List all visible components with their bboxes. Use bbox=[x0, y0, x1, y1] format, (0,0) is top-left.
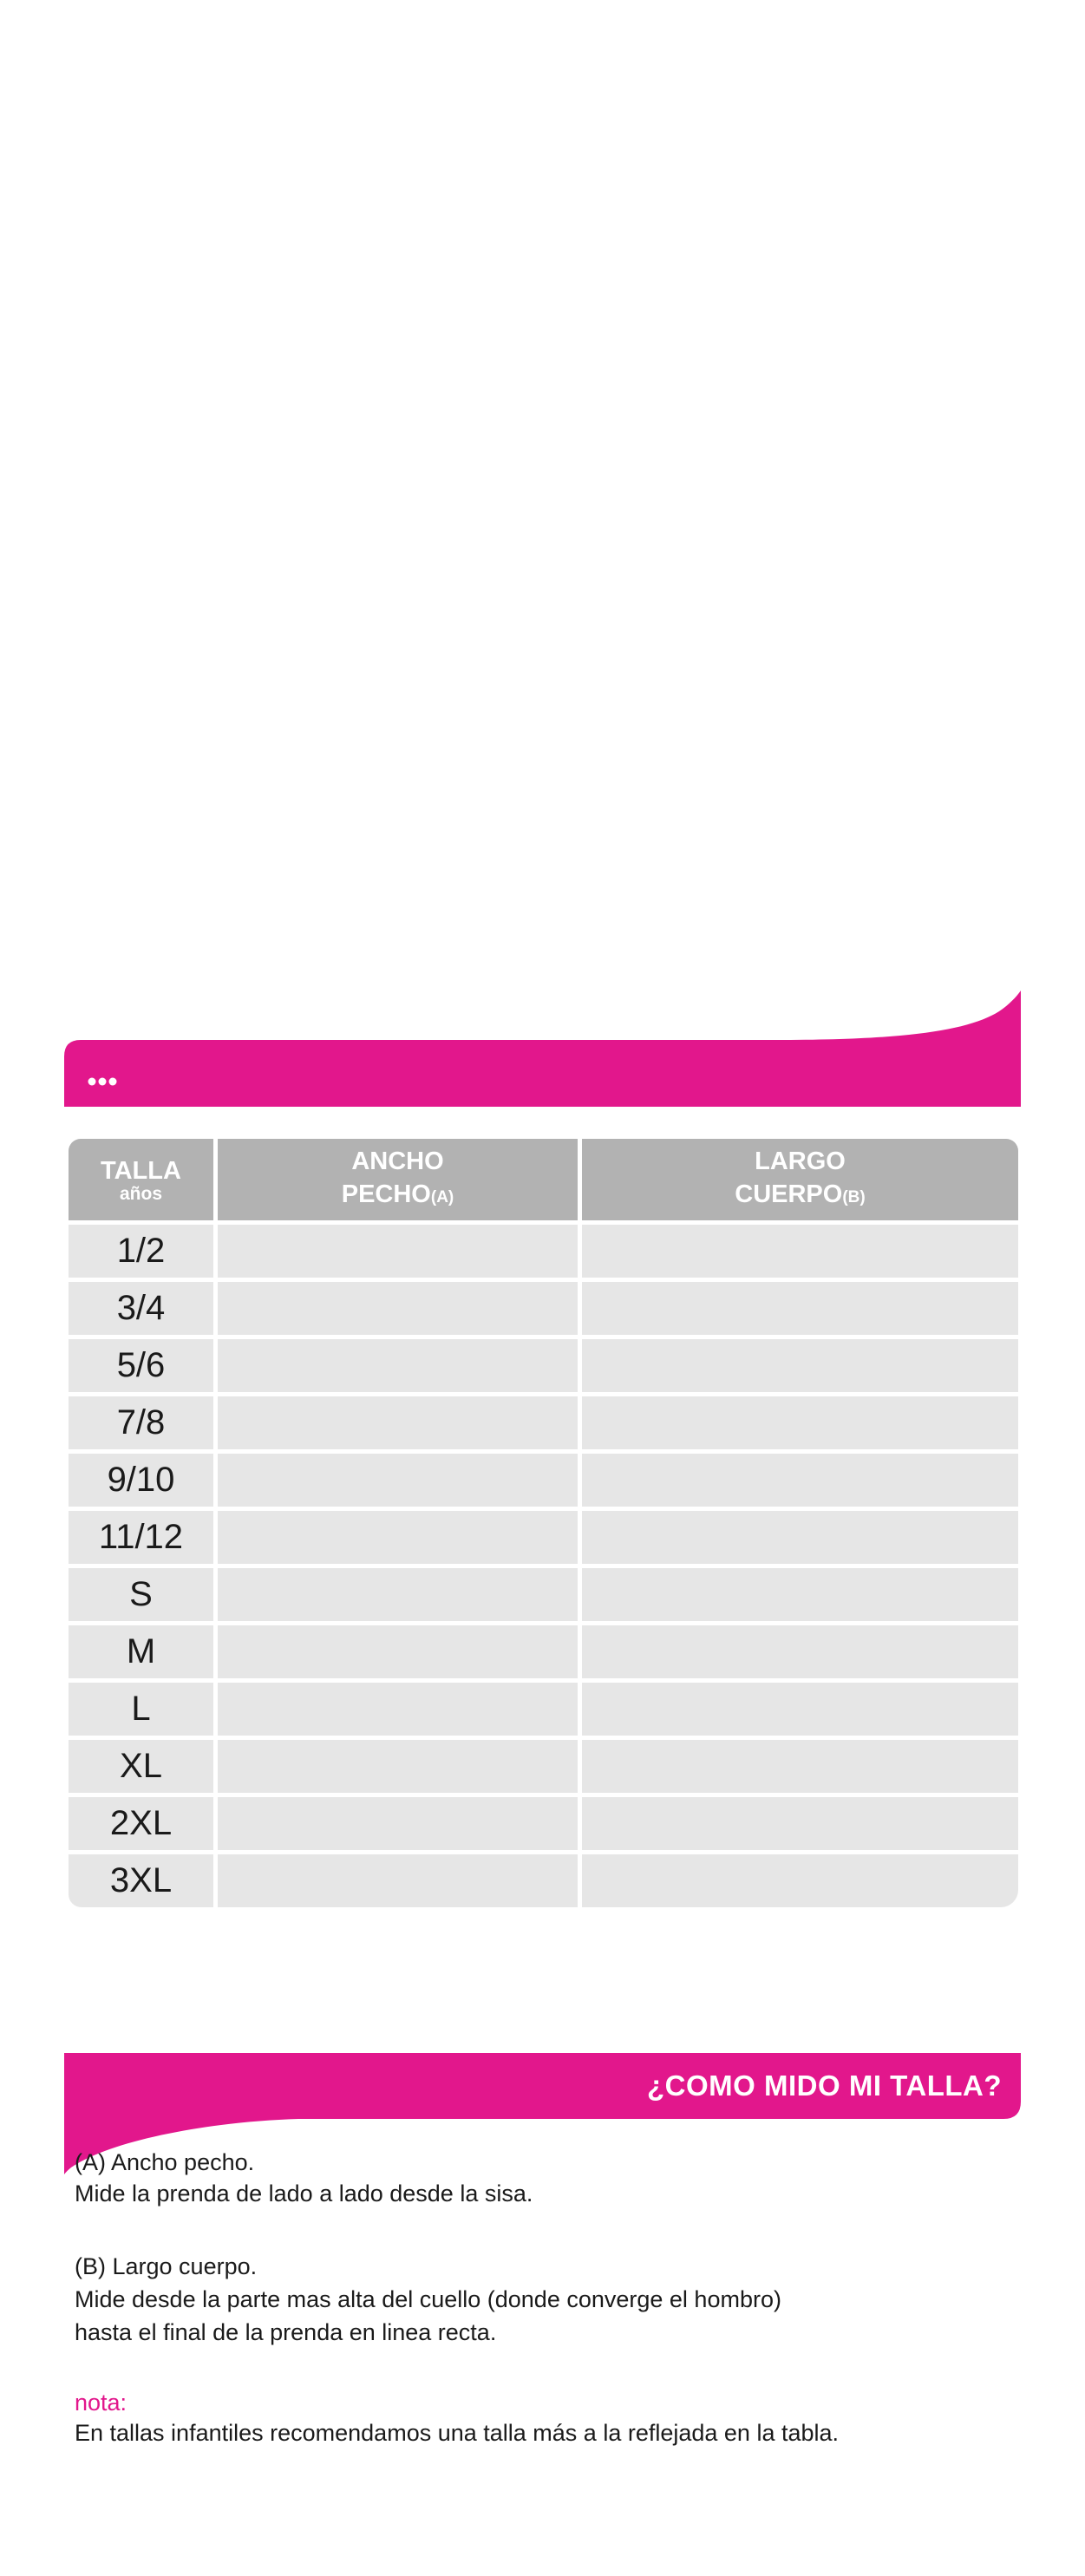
header-ancho-line2 bbox=[342, 1178, 454, 1214]
note-label: nota: bbox=[75, 2390, 127, 2416]
header-ancho-ref: (A) bbox=[430, 1188, 454, 1206]
ancho-pecho-cell bbox=[218, 1740, 578, 1793]
section-b-line1: Mide desde la parte mas alta del cuello (donde converge el hombro) bbox=[75, 2286, 781, 2312]
largo-cuerpo-cell bbox=[582, 1797, 1018, 1850]
header-largo-line1: LARGO bbox=[755, 1147, 846, 1175]
header-talla-subtitle: años bbox=[119, 1184, 162, 1204]
top-banner-swoosh bbox=[64, 991, 1021, 1107]
ancho-pecho-cell bbox=[218, 1225, 578, 1278]
header-largo-cuerpo bbox=[582, 1139, 1018, 1220]
ancho-pecho-cell bbox=[218, 1454, 578, 1507]
section-a-heading: (A) Ancho pecho. bbox=[75, 2149, 255, 2175]
size-label-cell: 1/2 bbox=[69, 1225, 213, 1278]
size-table bbox=[69, 1139, 1018, 1907]
section-b-heading: (B) Largo cuerpo. bbox=[75, 2253, 258, 2279]
ancho-pecho-cell bbox=[218, 1797, 578, 1850]
size-label-cell: 3XL bbox=[69, 1854, 213, 1907]
section-ancho-pecho bbox=[75, 2147, 533, 2209]
section-b-line2: hasta el final de la prenda en linea recta. bbox=[75, 2319, 497, 2345]
header-talla bbox=[69, 1139, 213, 1220]
header-talla-title: TALLA bbox=[101, 1157, 181, 1185]
question-banner-title: ¿COMO MIDO MI TALLA? bbox=[647, 2069, 1002, 2102]
header-largo-line2 bbox=[735, 1178, 865, 1214]
ancho-pecho-cell bbox=[218, 1683, 578, 1736]
size-label-cell: M bbox=[69, 1625, 213, 1678]
ancho-pecho-cell bbox=[218, 1339, 578, 1392]
header-ancho-pecho bbox=[218, 1139, 578, 1220]
size-label-cell: 2XL bbox=[69, 1797, 213, 1850]
largo-cuerpo-cell bbox=[582, 1282, 1018, 1335]
section-largo-cuerpo bbox=[75, 2250, 781, 2349]
largo-cuerpo-cell bbox=[582, 1568, 1018, 1621]
header-ancho-word: PECHO bbox=[341, 1180, 431, 1208]
ellipsis-icon bbox=[88, 1078, 117, 1086]
ancho-pecho-cell bbox=[218, 1396, 578, 1449]
size-label-cell: XL bbox=[69, 1740, 213, 1793]
largo-cuerpo-cell bbox=[582, 1339, 1018, 1392]
largo-cuerpo-cell bbox=[582, 1454, 1018, 1507]
largo-cuerpo-cell bbox=[582, 1225, 1018, 1278]
ancho-pecho-cell bbox=[218, 1568, 578, 1621]
top-banner-shape bbox=[64, 991, 1021, 1107]
header-largo-word: CUERPO bbox=[735, 1180, 843, 1208]
size-label-cell: 5/6 bbox=[69, 1339, 213, 1392]
section-a-line: Mide la prenda de lado a lado desde la sisa. bbox=[75, 2180, 533, 2207]
ancho-pecho-cell bbox=[218, 1282, 578, 1335]
ancho-pecho-cell bbox=[218, 1511, 578, 1564]
size-label-cell: 7/8 bbox=[69, 1396, 213, 1449]
largo-cuerpo-cell bbox=[582, 1625, 1018, 1678]
size-label-cell: S bbox=[69, 1568, 213, 1621]
size-label-cell: 11/12 bbox=[69, 1511, 213, 1564]
size-label-cell: 9/10 bbox=[69, 1454, 213, 1507]
largo-cuerpo-cell bbox=[582, 1396, 1018, 1449]
size-label-cell: L bbox=[69, 1683, 213, 1736]
ancho-pecho-cell bbox=[218, 1854, 578, 1907]
largo-cuerpo-cell bbox=[582, 1854, 1018, 1907]
ancho-pecho-cell bbox=[218, 1625, 578, 1678]
largo-cuerpo-cell bbox=[582, 1740, 1018, 1793]
largo-cuerpo-cell bbox=[582, 1683, 1018, 1736]
header-largo-ref: (B) bbox=[842, 1188, 866, 1206]
size-label-cell: 3/4 bbox=[69, 1282, 213, 1335]
largo-cuerpo-cell bbox=[582, 1511, 1018, 1564]
header-ancho-line1: ANCHO bbox=[351, 1147, 444, 1175]
note-text: En tallas infantiles recomendamos una talla más a la reflejada en la tabla. bbox=[75, 2420, 840, 2446]
